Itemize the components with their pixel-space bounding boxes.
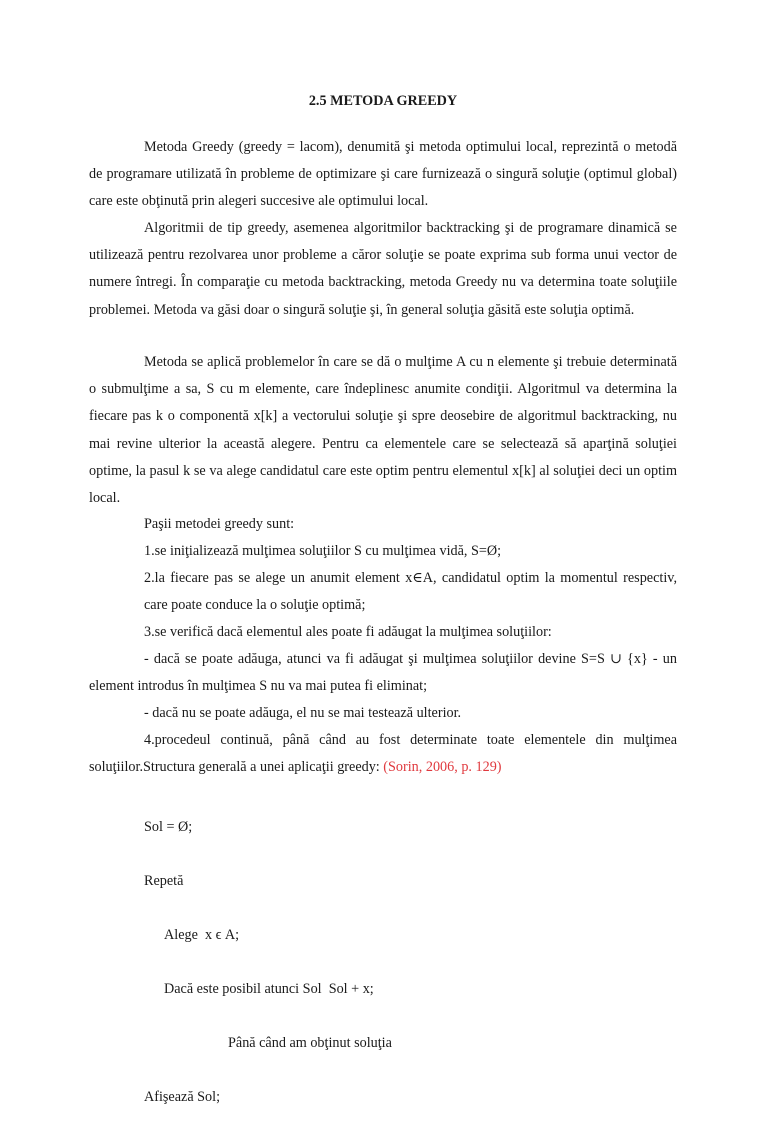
paragraph-algorithms: Algoritmii de tip greedy, asemenea algoritmilor backtracking şi de programare dinamică se utilizează pentru rezolvarea unor probleme a căror soluţie se poate exprima sub forma unui vector de numere întregi. În comparaţie cu metoda backtracking, metoda Greedy nu va determina toate soluţiile problemei. Metoda va găsi doar o singură soluţie şi, în general soluţia găsită este soluţia optimă. bbox=[89, 220, 677, 318]
code-line-1: Sol = Ø; bbox=[144, 819, 193, 835]
paragraph-intro: Metoda Greedy (greedy = lacom), denumită şi metoda optimului local, reprezintă o metodă de programare utilizată în probleme de optimizare şi care furnizează o singură soluţie (optimul global) care este obţinută prin alegeri succesive ale optimului local. bbox=[89, 139, 677, 210]
paragraph-application: Metoda se aplică problemelor în care se dă o mulţime A cu n elemente şi trebuie determinată o submulţime a sa, S cu m elemente, care îndeplinesc anumite condiţii. Algoritmul va determina la fiecare pas k o componentă x[k] a vectorului soluţie şi spre deosebire de algoritmul backtracking, nu mai revine ulterior la această alegere. Pentru ca elementele care se selectează să aparţină soluţiei optime, la pasul k se va alege candidatul care este optim pentru elementul x[k] al soluţiei deci un optim local. bbox=[89, 354, 677, 507]
steps-intro: Paşii metodei greedy sunt: bbox=[144, 516, 295, 532]
step-2: 2.la fiecare pas se alege un anumit element x∈A, candidatul optim la momentul respectiv, care poate conduce la o soluţie optimă; bbox=[144, 570, 677, 614]
step-4-text: 4.procedeul continuă, până când au fost determinate toate elementele din mulţimea soluţiilor.Structura generală a unei aplicaţii greedy: bbox=[89, 732, 677, 776]
code-line-6: Afişează Sol; bbox=[144, 1089, 221, 1105]
step-3-option-b: - dacă nu se poate adăuga, el nu se mai testează ulterior. bbox=[144, 705, 462, 721]
code-line-4: Dacă este posibil atunci Sol Sol + x; bbox=[164, 981, 374, 997]
pseudocode-block bbox=[144, 782, 392, 1142]
code-line-2: Repetă bbox=[144, 873, 184, 889]
code-line-3: Alege x ϵ A; bbox=[164, 927, 240, 943]
section-title: 2.5 METODA GREEDY bbox=[308, 93, 458, 109]
step-3-option-a: - dacă se poate adăuga, atunci va fi adăugat şi mulţimea soluţiilor devine S=S ∪ {x} - un element introdus în mulţimea S nu va mai putea fi eliminat; bbox=[89, 651, 677, 695]
step-3: 3.se verifică dacă elementul ales poate fi adăugat la mulţimea soluţiilor: bbox=[144, 624, 552, 640]
citation: (Sorin, 2006, p. 129) bbox=[383, 759, 502, 776]
step-4 bbox=[89, 727, 677, 781]
document-page bbox=[89, 0, 677, 1105]
code-line-5: Până când am obţinut soluţia bbox=[228, 1035, 392, 1051]
step-1: 1.se iniţializează mulţimea soluţiilor S cu mulţimea vidă, S=Ø; bbox=[144, 543, 502, 559]
